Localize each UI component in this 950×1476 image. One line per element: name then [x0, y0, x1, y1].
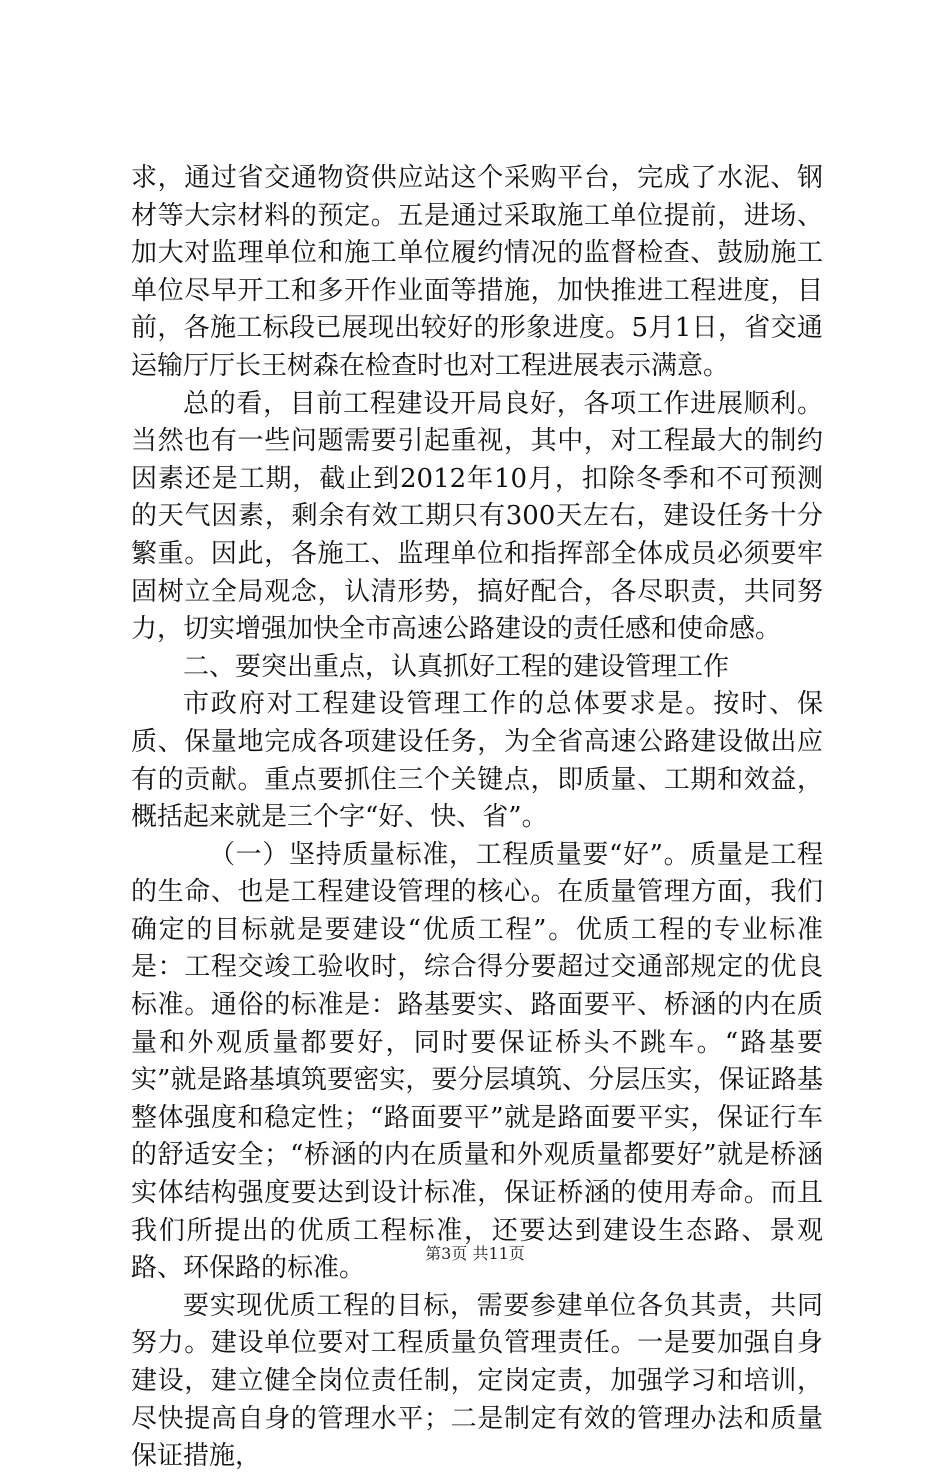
paragraph-overall-progress: 总的看，目前工程建设开局良好，各项工作进展顺利。当然也有一些问题需要引起重视，其中，对工程最大的制约因素还是工期，截止到2012年10月，扣除冬季和不可预测的天气因素，剩余有效工期只有300天左右，建设任务十分繁重。因此，各施工、监理单位和指挥部全体成员必须要牢固树立全局观念，认清形势，搞好配合，各尽职责，共同努力，切实增强加快全市高速公路建设的责任感和使命感。	[131, 388, 823, 645]
paragraph-quality-standard: （一）坚持质量标准，工程质量要“好”。质量是工程的生命、也是工程建设管理的核心。在质量管理方面，我们确定的目标就是要建设“优质工程”。优质工程的专业标准是：工程交竣工验收时，综合得分要超过交通部规定的优良标准。通俗的标准是：路基要实、路面要平、桥涵的内在质量和外观质量都要好，同时要保证桥头不跳车。“路基要实”就是路基填筑要密实，要分层填筑、分层压实，保证路基整体强度和稳定性；“路面要平”就是路面要平实，保证行车的舒适安全；“桥涵的内在质量和外观质量都要好”就是桥涵实体结构强度要达到设计标准，保证桥涵的使用寿命。而且我们所提出的优质工程标准，还要达到建设生态路、景观路、环保路的标准。	[131, 839, 823, 1284]
section-heading: 二、要突出重点，认真抓好工程的建设管理工作	[183, 651, 730, 682]
paragraph-general-requirements: 市政府对工程建设管理工作的总体要求是。按时、保质、保量地完成各项建设任务，为全省高速公路建设做出应有的贡献。重点要抓住三个关键点，即质量、工期和效益，概括起来就是三个字“好、快、省”。	[131, 689, 823, 833]
paragraph-continuation: 求，通过省交通物资供应站这个采购平台，完成了水泥、钢材等大宗材料的预定。五是通过采取施工单位提前，进场、加大对监理单位和施工单位履约情况的监督检查、鼓励施工单位尽早开工和多开作业面等措施，加快推进工程进度，目前，各施工标段已展现出较好的形象进度。5月1日，省交通运输厅厅长王树森在检查时也对工程进展表示满意。	[131, 163, 823, 381]
document-body	[131, 160, 823, 1476]
page-footer: 第3页 共11页	[425, 1244, 525, 1263]
paragraph-quality-responsibility: 要实现优质工程的目标，需要参建单位各负其责，共同努力。建设单位要对工程质量负管理责任。一是要加强自身建设，建立健全岗位责任制，定岗定责，加强学习和培训，尽快提高自身的管理水平；二是制定有效的管理办法和质量保证措施，	[131, 1290, 823, 1472]
